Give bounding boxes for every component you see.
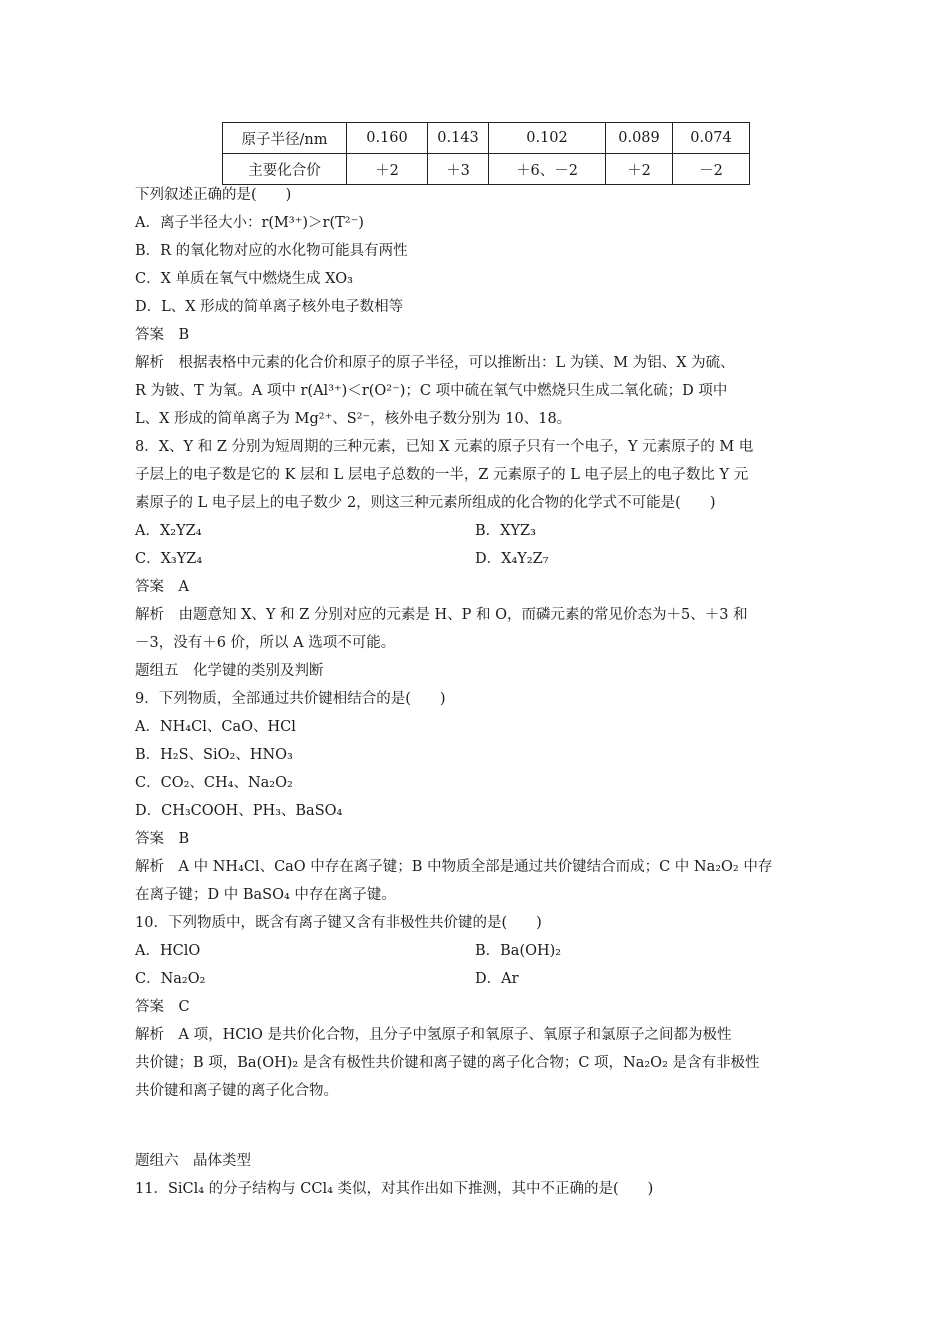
text-line: A．X₂YZ₄ (135, 523, 202, 539)
text-line: D．CH₃COOH、PH₃、BaSO₄ (135, 803, 343, 819)
text-line: B．XYZ₃ (475, 523, 536, 539)
text-line: R 为铍、T 为氧。A 项中 r(Al³⁺)＜r(O²⁻)；C 项中硫在氧气中燃烧只生成二氧化硫；D 项中 (135, 383, 728, 399)
text-line: 共价键；B 项，Ba(OH)₂ 是含有极性共价键和离子键的离子化合物；C 项，Na₂O₂ 是含有非极性 (135, 1055, 760, 1071)
text-line: 11．SiCl₄ 的分子结构与 CCl₄ 类似，对其作出如下推测，其中不正确的是( ) (135, 1181, 654, 1197)
text-line: C．X₃YZ₄ (135, 551, 203, 567)
text-line: 在离子键；D 中 BaSO₄ 中存在离子键。 (135, 887, 396, 903)
table-cell: 0.074 (673, 123, 750, 154)
text-line: 解析 A 中 NH₄Cl、CaO 中存在离子键；B 中物质全部是通过共价键结合而成；C 中 Na₂O₂ 中存 (135, 859, 773, 875)
text-line: 解析 根据表格中元素的化合价和原子的原子半径，可以推断出：L 为镁、M 为铝、X 为硫、 (135, 355, 735, 371)
table-cell: ＋3 (428, 154, 489, 185)
text-line: C．CO₂、CH₄、Na₂O₂ (135, 775, 293, 791)
text-line: B．R 的氧化物对应的水化物可能具有两性 (135, 243, 408, 259)
table-row-valence (223, 154, 750, 185)
table-header-radius: 原子半径/nm (223, 123, 347, 154)
text-line: 题组六 晶体类型 (135, 1153, 251, 1169)
text-line: L、X 形成的简单离子为 Mg²⁺、S²⁻，核外电子数分别为 10、18。 (135, 411, 572, 427)
table-cell: 0.089 (606, 123, 673, 154)
text-line: D．L、X 形成的简单离子核外电子数相等 (135, 299, 404, 315)
text-line: B．H₂S、SiO₂、HNO₃ (135, 747, 293, 763)
text-line: 下列叙述正确的是( ) (135, 187, 292, 203)
text-line: 共价键和离子键的离子化合物。 (135, 1083, 338, 1099)
text-line: 解析 A 项，HClO 是共价化合物，且分子中氢原子和氧原子、氧原子和氯原子之间都为极性 (135, 1027, 732, 1043)
table-header-valence: 主要化合价 (223, 154, 347, 185)
text-line: 答案 A (135, 579, 189, 595)
text-line: C．Na₂O₂ (135, 971, 206, 987)
text-line: 子层上的电子数是它的 K 层和 L 层电子总数的一半，Z 元素原子的 L 电子层上的电子数比 Y 元 (135, 467, 749, 483)
text-line: 8．X、Y 和 Z 分别为短周期的三种元素，已知 X 元素的原子只有一个电子，Y 元素原子的 M 电 (135, 439, 754, 455)
text-line: C．X 单质在氧气中燃烧生成 XO₃ (135, 271, 353, 287)
table-cell: 0.160 (347, 123, 428, 154)
text-line: A．HClO (135, 943, 201, 959)
table-row-radius (223, 123, 750, 154)
table-cell: 0.143 (428, 123, 489, 154)
table-cell: －2 (673, 154, 750, 185)
text-line: A．NH₄Cl、CaO、HCl (135, 719, 296, 735)
table-cell: ＋2 (347, 154, 428, 185)
text-line: B．Ba(OH)₂ (475, 943, 562, 959)
text-line: 解析 由题意知 X、Y 和 Z 分别对应的元素是 H、P 和 O，而磷元素的常见价态为＋5、＋3 和 (135, 607, 748, 623)
text-line: －3，没有＋6 价，所以 A 选项不可能。 (135, 635, 396, 651)
text-line: 答案 C (135, 999, 190, 1015)
text-line: D．X₄Y₂Z₇ (475, 551, 549, 567)
table-cell: ＋6、－2 (489, 154, 606, 185)
table-cell: ＋2 (606, 154, 673, 185)
table-cell: 0.102 (489, 123, 606, 154)
text-line: 题组五 化学键的类别及判断 (135, 663, 324, 679)
data-table (222, 122, 750, 185)
text-line: 10．下列物质中，既含有离子键又含有非极性共价键的是( ) (135, 915, 542, 931)
text-line: 9．下列物质，全部通过共价键相结合的是( ) (135, 691, 446, 707)
text-line: 素原子的 L 电子层上的电子数少 2，则这三种元素所组成的化合物的化学式不可能是( ) (135, 495, 716, 511)
text-line: A．离子半径大小：r(M³⁺)＞r(T²⁻) (135, 215, 364, 231)
text-line: 答案 B (135, 327, 190, 343)
text-line: D．Ar (475, 971, 519, 987)
text-line: 答案 B (135, 831, 190, 847)
